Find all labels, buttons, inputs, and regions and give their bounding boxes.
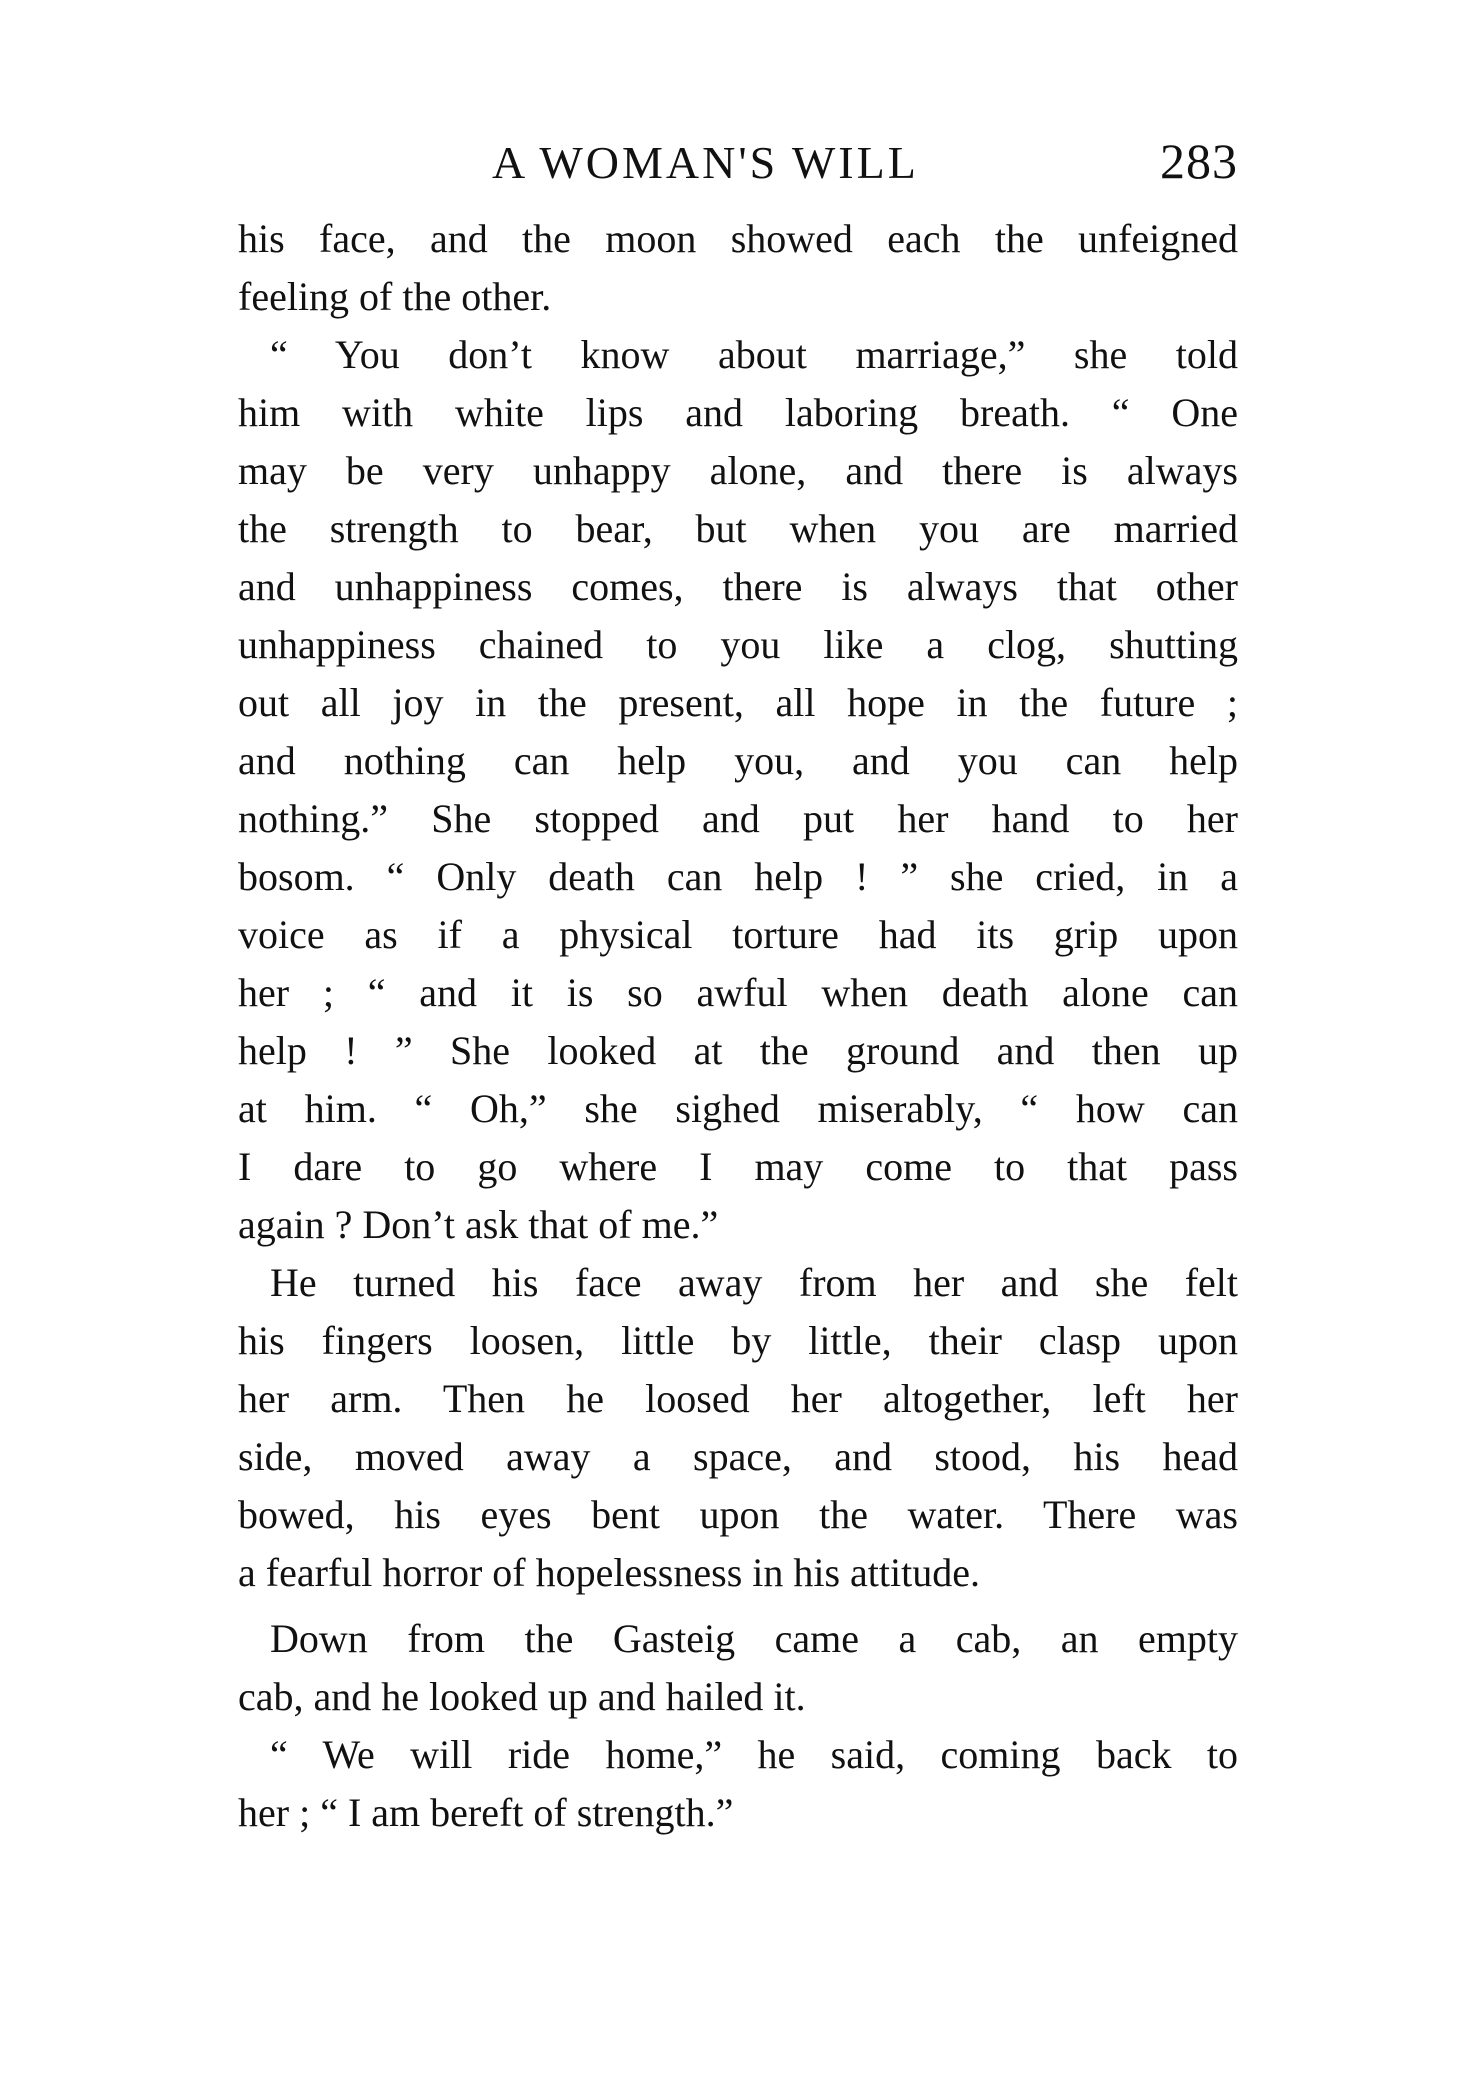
paragraph-gap xyxy=(238,1602,1238,1610)
body-text xyxy=(238,210,1238,1842)
text-line: the strength to bear, but when you are married xyxy=(238,506,1238,551)
text-line: unhappiness chained to you like a clog, shutting xyxy=(238,622,1238,667)
text-line: “ You don’t know about marriage,” she told xyxy=(270,332,1238,377)
text-line: side, moved away a space, and stood, his head xyxy=(238,1434,1238,1479)
text-line: her ; “ and it is so awful when death alone can xyxy=(238,970,1238,1015)
paragraph xyxy=(238,210,1238,326)
text-line: nothing.” She stopped and put her hand to her xyxy=(238,796,1238,841)
text-line: and nothing can help you, and you can help xyxy=(238,738,1238,783)
page-number: 283 xyxy=(1160,133,1238,189)
text-line: feeling of the other. xyxy=(238,274,552,319)
text-line: her arm. Then he loosed her altogether, left her xyxy=(238,1376,1238,1421)
text-line: bosom. “ Only death can help ! ” she cried, in a xyxy=(238,854,1238,899)
text-line: Down from the Gasteig came a cab, an empty xyxy=(270,1616,1238,1661)
text-line: cab, and he looked up and hailed it. xyxy=(238,1674,806,1719)
text-line: voice as if a physical torture had its grip upon xyxy=(238,912,1238,957)
text-line: may be very unhappy alone, and there is always xyxy=(238,448,1238,493)
text-line: his face, and the moon showed each the unfeigned xyxy=(238,216,1238,261)
text-line: bowed, his eyes bent upon the water. There was xyxy=(238,1492,1238,1537)
text-line: him with white lips and laboring breath. “ One xyxy=(238,390,1238,435)
running-head xyxy=(238,128,1238,198)
running-title: A WOMAN'S WILL xyxy=(492,137,919,188)
text-line: again ? Don’t ask that of me.” xyxy=(238,1202,719,1247)
text-line: out all joy in the present, all hope in the future ; xyxy=(238,680,1238,725)
text-line: He turned his face away from her and she felt xyxy=(270,1260,1238,1305)
book-page xyxy=(238,128,1238,1842)
text-line: I dare to go where I may come to that pass xyxy=(238,1144,1238,1189)
text-line: help ! ” She looked at the ground and then up xyxy=(238,1028,1238,1073)
paragraph xyxy=(238,326,1238,1254)
paragraph xyxy=(238,1254,1238,1602)
text-line: “ We will ride home,” he said, coming back to xyxy=(270,1732,1238,1777)
text-line: and unhappiness comes, there is always that other xyxy=(238,564,1238,609)
text-line: a fearful horror of hopelessness in his attitude. xyxy=(238,1550,981,1595)
paragraph xyxy=(238,1726,1238,1842)
text-line: his fingers loosen, little by little, their clasp upon xyxy=(238,1318,1238,1363)
paragraph xyxy=(238,1610,1238,1726)
text-line: at him. “ Oh,” she sighed miserably, “ how can xyxy=(238,1086,1238,1131)
text-line: her ; “ I am bereft of strength.” xyxy=(238,1790,734,1835)
